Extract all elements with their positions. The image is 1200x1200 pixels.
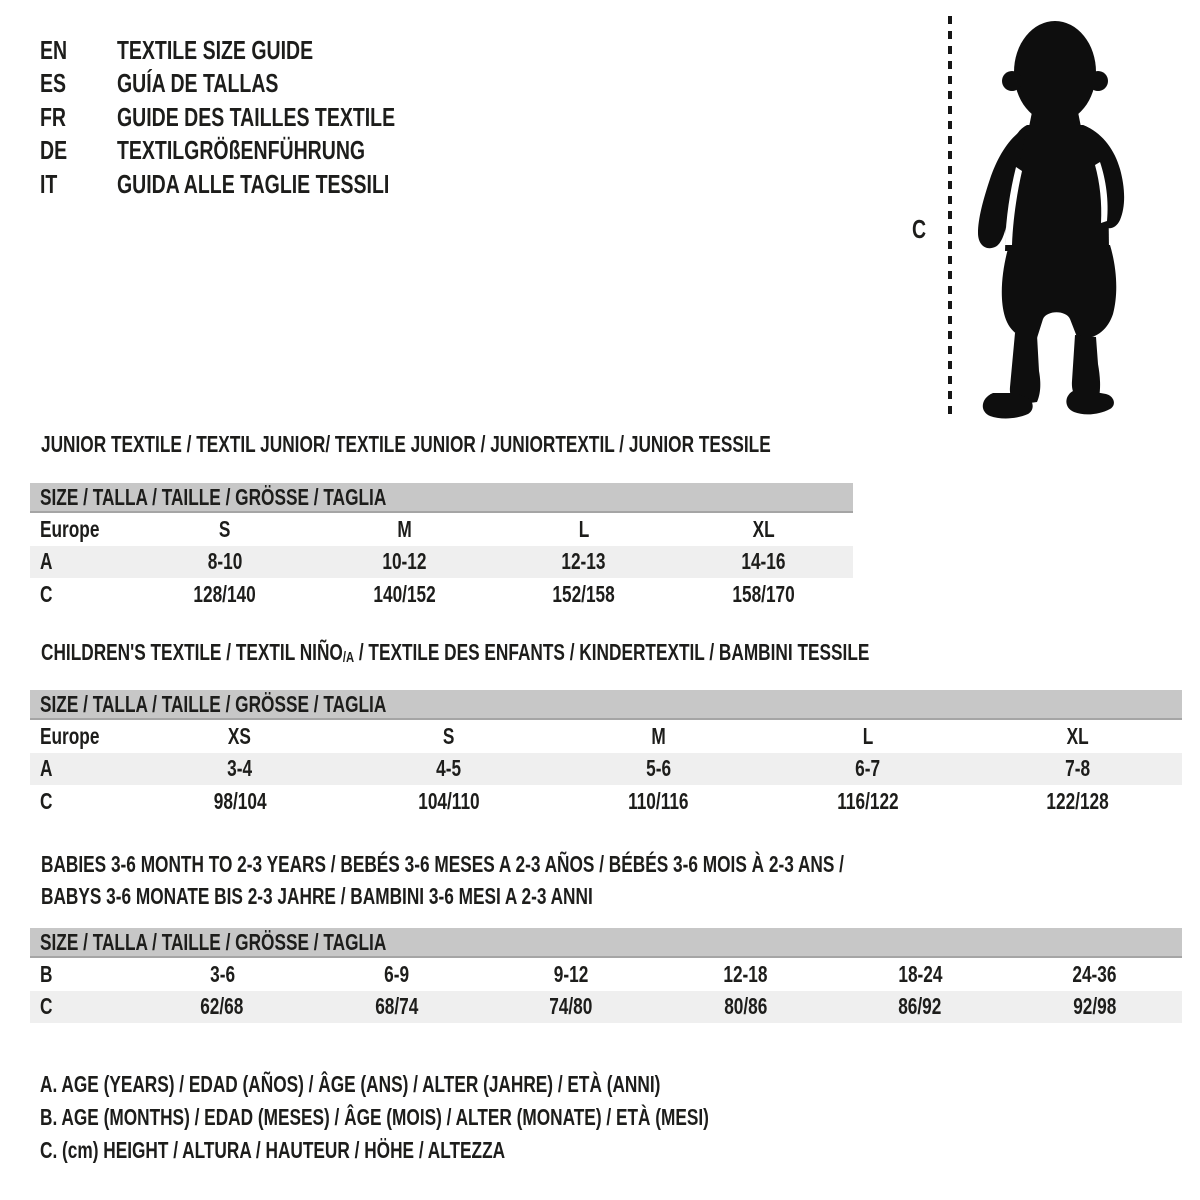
babies-heading-line1: BABIES 3-6 MONTH TO 2-3 YEARS / BEBÉS 3-6 MESES A 2-3 AÑOS / BÉBÉS 3-6 MOIS À 2-3 ANS / (41, 851, 844, 877)
babies-size-table (30, 928, 1182, 1023)
table-row-age (30, 753, 1182, 786)
height-cell: 110/116 (628, 787, 689, 814)
age-cell: 7-8 (1064, 755, 1090, 782)
height-cell: 128/140 (193, 580, 256, 607)
age-cell: 4-5 (436, 755, 462, 782)
footnote-a: A. AGE (YEARS) / EDAD (AÑOS) / ÂGE (ANS) / ALTER (JAHRE) / ETÀ (ANNI) (40, 1071, 661, 1097)
table-row-months (30, 958, 1182, 991)
table-row-age (30, 546, 853, 579)
children-section-heading (41, 639, 1146, 669)
age-cell: 3-4 (227, 755, 253, 782)
children-size-table (30, 690, 1182, 818)
height-cell: 92/98 (1073, 993, 1117, 1020)
row-label: B (40, 960, 53, 987)
size-cell: L (862, 722, 874, 749)
footnote-b: B. AGE (MONTHS) / EDAD (MESES) / ÂGE (MOIS) / ALTER (MONATE) / ETÀ (MESI) (40, 1104, 709, 1130)
size-cell: XS (228, 722, 252, 749)
lang-title: GUÍA DE TALLAS (117, 68, 279, 99)
table-row-europe (30, 513, 853, 546)
babies-section-heading (41, 849, 1112, 912)
height-cell: 98/104 (213, 787, 267, 814)
lang-code: IT (40, 168, 58, 199)
row-label: A (40, 755, 53, 782)
size-header-bar (30, 483, 853, 513)
age-cell: 10-12 (382, 548, 427, 575)
height-cell: 140/152 (373, 580, 436, 607)
size-header-label: SIZE / TALLA / TAILLE / GRÖSSE / TAGLIA (40, 928, 387, 955)
footnotes-block (40, 1068, 932, 1167)
row-label: A (40, 548, 53, 575)
size-cell: S (218, 515, 231, 542)
size-cell: XL (752, 515, 775, 542)
table-row-height (30, 991, 1182, 1024)
age-cell: 14-16 (741, 548, 786, 575)
lang-title: TEXTILGRÖßENFÜHRUNG (117, 135, 366, 166)
children-heading-pre: CHILDREN'S TEXTILE / TEXTIL NIÑO (41, 639, 343, 665)
lang-title: GUIDA ALLE TAGLIE TESSILI (117, 168, 390, 199)
height-cell: 86/92 (898, 993, 942, 1020)
row-label: C (40, 787, 53, 814)
age-cell: 12-18 (723, 960, 768, 987)
lang-title: TEXTILE SIZE GUIDE (117, 35, 314, 65)
children-heading-sub: /A (342, 649, 355, 666)
height-cell: 122/128 (1046, 787, 1109, 814)
height-cell: 152/158 (552, 580, 615, 607)
age-cell: 5-6 (646, 755, 671, 782)
size-cell: XL (1066, 722, 1089, 749)
age-cell: 6-9 (384, 960, 410, 987)
age-cell: 9-12 (553, 960, 589, 987)
height-cell: 158/170 (732, 580, 795, 607)
size-cell: S (443, 722, 455, 749)
size-cell: M (397, 515, 412, 542)
toddler-silhouette-icon (967, 15, 1137, 420)
height-cell: 116/122 (837, 787, 899, 814)
junior-size-table (30, 483, 853, 611)
age-cell: 8-10 (207, 548, 243, 575)
age-cell: 6-7 (855, 755, 881, 782)
size-header-label: SIZE / TALLA / TAILLE / GRÖSSE / TAGLIA (40, 690, 387, 717)
table-row-height (30, 785, 1182, 818)
lang-code: ES (40, 68, 67, 99)
height-cell: 104/110 (418, 787, 480, 814)
footnote-c: C. (cm) HEIGHT / ALTURA / HAUTEUR / HÖHE / ALTEZZA (40, 1137, 506, 1163)
size-header-bar (30, 928, 1182, 958)
lang-code: DE (40, 135, 68, 166)
table-row-height (30, 578, 853, 611)
height-cell: 62/68 (200, 993, 244, 1020)
height-measure-dashed-line (948, 16, 952, 416)
size-cell: M (651, 722, 666, 749)
height-measure-label: C (912, 214, 927, 244)
lang-code: EN (40, 35, 68, 65)
age-cell: 12-13 (561, 548, 606, 575)
age-cell: 3-6 (209, 960, 235, 987)
babies-heading-line2: BABYS 3-6 MONATE BIS 2-3 JAHRE / BAMBINI 3-6 MESI A 2-3 ANNI (41, 882, 593, 909)
age-cell: 24-36 (1072, 960, 1117, 987)
height-cell: 74/80 (549, 993, 593, 1020)
row-label: Europe (40, 722, 100, 749)
row-label: C (40, 993, 53, 1020)
table-row-europe (30, 720, 1182, 753)
row-label: Europe (40, 515, 100, 542)
children-heading-post: / TEXTILE DES ENFANTS / KINDERTEXTIL / BAMBINI TESSILE (354, 639, 870, 665)
lang-code: FR (40, 101, 67, 132)
row-label: C (40, 580, 53, 607)
size-header-label: SIZE / TALLA / TAILLE / GRÖSSE / TAGLIA (40, 483, 387, 510)
lang-title: GUIDE DES TAILLES TEXTILE (117, 101, 396, 132)
age-cell: 18-24 (898, 960, 943, 987)
height-cell: 80/86 (724, 993, 768, 1020)
junior-section-heading: JUNIOR TEXTILE / TEXTIL JUNIOR/ TEXTILE JUNIOR / JUNIORTEXTIL / JUNIOR TESSILE (41, 431, 771, 457)
height-cell: 68/74 (375, 993, 419, 1020)
size-header-bar (30, 690, 1182, 720)
size-cell: L (578, 515, 590, 542)
